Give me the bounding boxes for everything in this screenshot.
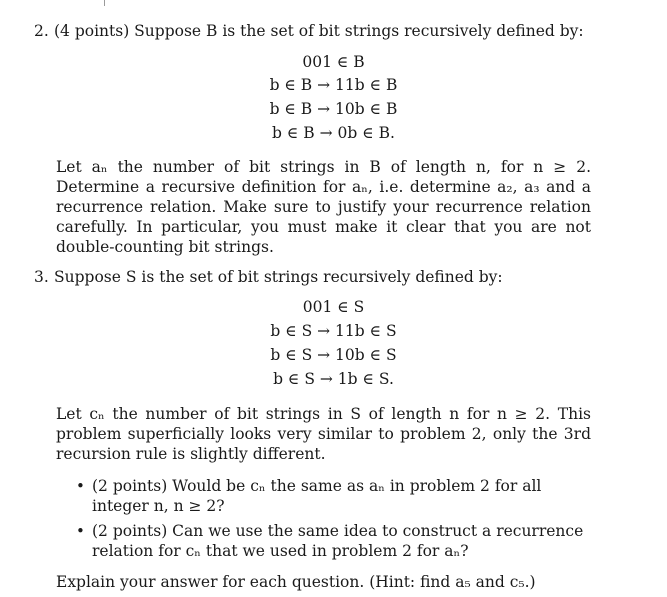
problem-2-paragraph-text: Let aₙ the number of bit strings in B of length n, for n ≥ 2. Determine a recursive definition for aₙ, i.e. determine a₂, a₃ and a recurrence relation. Make sure to justify your recurrence relation carefully. In particular, you must make it clear that you are not double-counting bit strings. xyxy=(56,158,591,256)
rule-3-1: 001 ∈ S xyxy=(302,298,365,316)
rule-3-2: b ∈ S → 11b ∈ S xyxy=(270,322,397,340)
problem-3-closing: Explain your answer for each question. (Hint: find a₅ and c₅.) xyxy=(56,573,536,591)
bullet-dot-2: • xyxy=(76,522,85,540)
problem-2-number: 2. xyxy=(34,22,49,40)
rule-2-4: b ∈ B → 0b ∈ B. xyxy=(272,124,395,142)
bullet-item-1 xyxy=(92,476,592,516)
problem-3-number: 3. xyxy=(34,268,49,286)
problem-3-paragraph xyxy=(56,404,591,464)
bullet-item-2-text: (2 points) Can we use the same idea to construct a recurrence relation for cₙ that we used in problem 2 for aₙ? xyxy=(92,522,584,560)
problem-3-paragraph-text: Let cₙ the number of bit strings in S of length n for n ≥ 2. This problem superficially looks very similar to problem 2, only the 3rd recursion rule is slightly different. xyxy=(56,405,591,463)
problem-3-statement: Suppose S is the set of bit strings recursively defined by: xyxy=(54,268,503,286)
rule-2-2: b ∈ B → 11b ∈ B xyxy=(269,76,398,94)
bullet-dot-1: • xyxy=(76,477,85,495)
rule-2-3: b ∈ B → 10b ∈ B xyxy=(269,100,398,118)
problem-2-statement: (4 points) Suppose B is the set of bit strings recursively defined by: xyxy=(54,22,584,40)
bullet-item-2 xyxy=(92,521,592,561)
rule-3-3: b ∈ S → 10b ∈ S xyxy=(270,346,397,364)
rule-3-4: b ∈ S → 1b ∈ S. xyxy=(273,370,394,388)
bullet-item-1-text: (2 points) Would be cₙ the same as aₙ in problem 2 for all integer n, n ≥ 2? xyxy=(92,477,542,515)
page-top-tick xyxy=(104,0,105,6)
rule-2-1: 001 ∈ B xyxy=(302,53,365,71)
problem-2-paragraph xyxy=(56,157,591,257)
